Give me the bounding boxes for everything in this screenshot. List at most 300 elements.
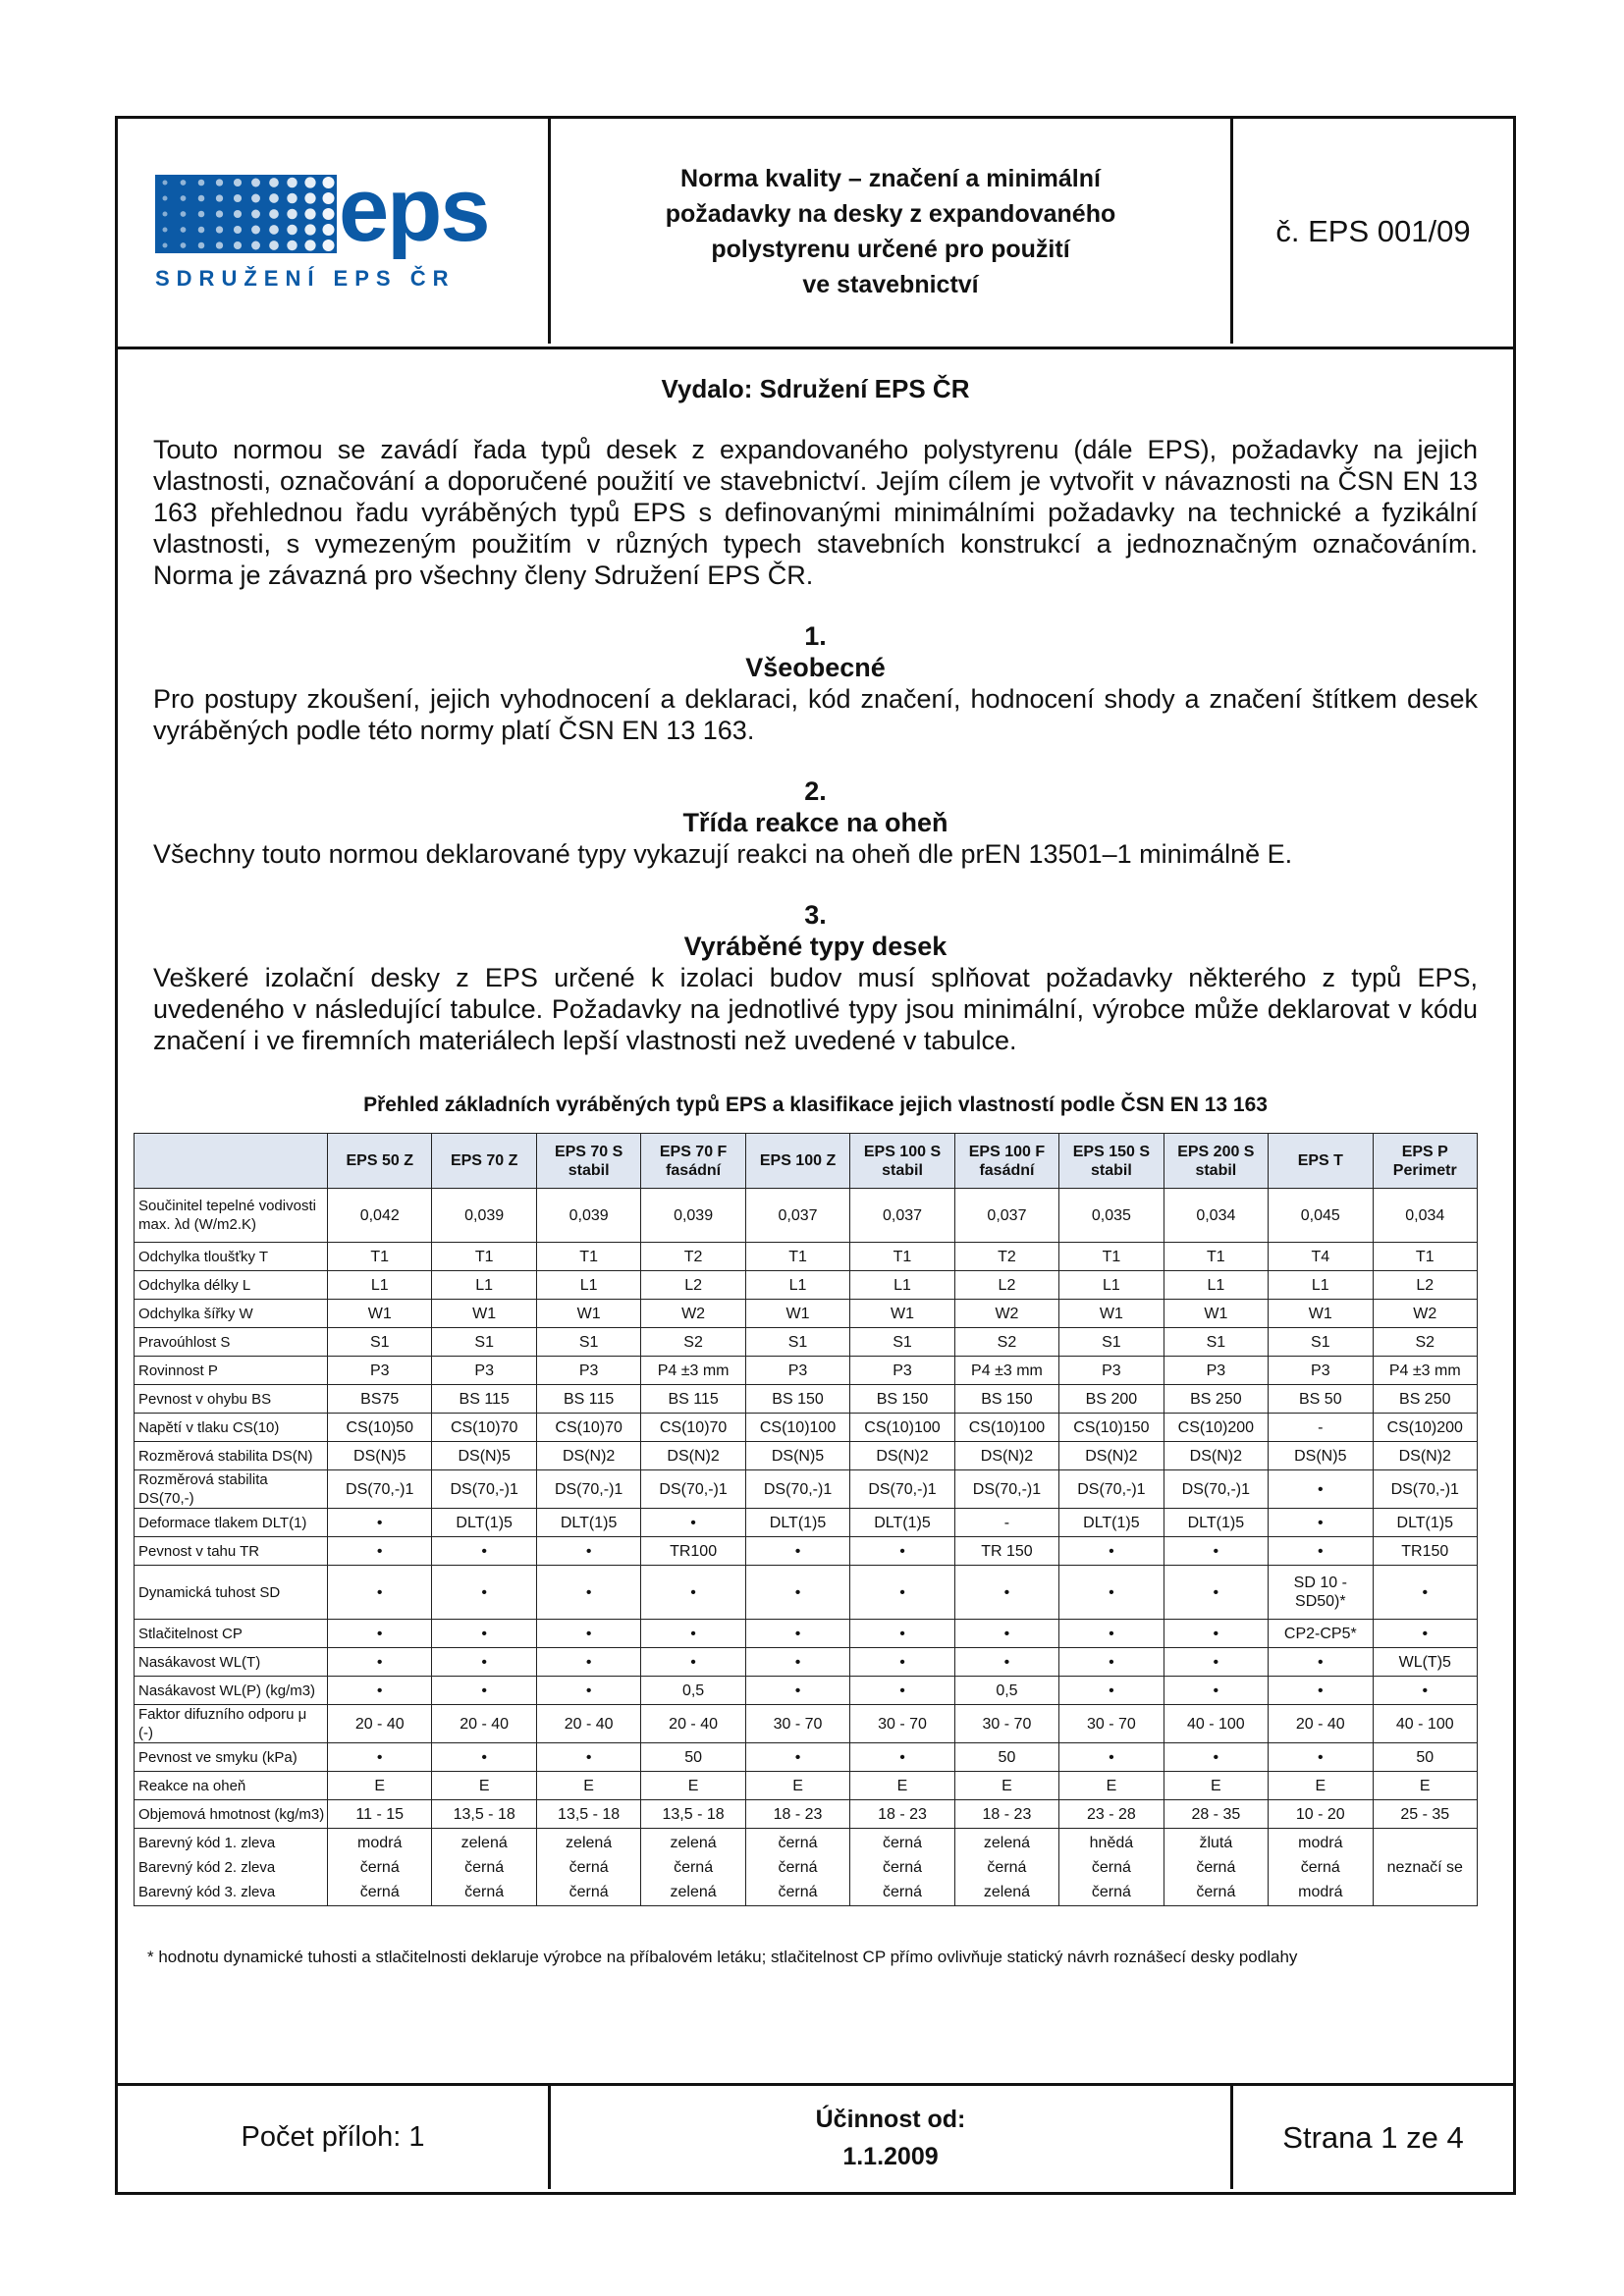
table-cell: DS(70,-)1 (1373, 1470, 1477, 1509)
table-cell: 40 - 100 (1373, 1705, 1477, 1743)
table-cell: • (850, 1537, 954, 1566)
table-cell: DS(N)2 (641, 1442, 745, 1470)
table-cell: S1 (1269, 1328, 1373, 1357)
table-cell: W1 (432, 1300, 536, 1328)
table-row (135, 1677, 1478, 1705)
logo-word: eps (339, 160, 489, 260)
table-cell: • (1059, 1677, 1164, 1705)
table-cell: DLT(1)5 (745, 1509, 849, 1537)
table-row (135, 1772, 1478, 1800)
attachments-count: Počet příloh: 1 (118, 2086, 551, 2189)
table-cell: T1 (850, 1243, 954, 1271)
title-line: ve stavebnictví (802, 270, 979, 298)
table-cell: E (328, 1772, 432, 1800)
column-header: EPS 200 S stabil (1164, 1134, 1268, 1189)
title-line: polystyrenu určené pro použití (711, 235, 1070, 263)
table-cell: • (745, 1537, 849, 1566)
table-cell: S1 (745, 1328, 849, 1357)
table-cell: DS(70,-)1 (850, 1470, 954, 1509)
row-label: Součinitel tepelné vodivosti max. λd (W/m2.K) (135, 1189, 328, 1243)
table-cell: W1 (1059, 1300, 1164, 1328)
table-cell: T1 (536, 1243, 640, 1271)
table-cell: L1 (1059, 1271, 1164, 1300)
row-label: Pevnost v tahu TR (135, 1537, 328, 1566)
table-cell: - (954, 1509, 1058, 1537)
row-label: Rozměrová stabilita DS(N) (135, 1442, 328, 1470)
table-cell: S1 (536, 1328, 640, 1357)
table-cell: 20 - 40 (536, 1705, 640, 1743)
table-cell: P3 (536, 1357, 640, 1385)
table-cell: CS(10)70 (536, 1414, 640, 1442)
row-label: Odchylka šířky W (135, 1300, 328, 1328)
table-cell: • (1269, 1509, 1373, 1537)
table-cell: DS(N)2 (1059, 1442, 1164, 1470)
table-cell: • (328, 1677, 432, 1705)
table-cell: 30 - 70 (850, 1705, 954, 1743)
table-cell: • (1059, 1566, 1164, 1620)
table-cell: 40 - 100 (1164, 1705, 1268, 1743)
table-cell: 18 - 23 (850, 1800, 954, 1829)
row-label: Nasákavost WL(P) (kg/m3) (135, 1677, 328, 1705)
table-cell: • (328, 1620, 432, 1648)
table-cell: P4 ±3 mm (954, 1357, 1058, 1385)
table-cell: • (536, 1648, 640, 1677)
document-title (551, 119, 1233, 344)
table-cell: • (1164, 1537, 1268, 1566)
section-number: 2. (804, 776, 827, 806)
section-number: 1. (804, 621, 827, 651)
section-title: Třída reakce na oheň (682, 808, 948, 837)
table-cell: E (850, 1772, 954, 1800)
table-cell: • (1059, 1537, 1164, 1566)
table-cell: 18 - 23 (745, 1800, 849, 1829)
section-text: Všechny touto normou deklarované typy vykazují reakci na oheň dle prEN 13501–1 minimálně E. (153, 839, 1293, 869)
table-cell: CS(10)100 (850, 1414, 954, 1442)
table-cell: DS(70,-)1 (432, 1470, 536, 1509)
table-cell: zelená černá černá (536, 1829, 640, 1906)
table-cell: S1 (1059, 1328, 1164, 1357)
footnote: * hodnotu dynamické tuhosti a stlačitelnosti deklaruje výrobce na příbalovém letáku; stlačitelnost CP přímo ovlivňuje statický návrh roznášecí desky podlahy (147, 1948, 1298, 1966)
table-cell: 50 (641, 1743, 745, 1772)
table-row (135, 1743, 1478, 1772)
table-cell: • (1059, 1620, 1164, 1648)
table-cell: L1 (850, 1271, 954, 1300)
table-cell: černá černá černá (850, 1829, 954, 1906)
table-cell: T1 (1373, 1243, 1477, 1271)
table-row (135, 1566, 1478, 1620)
table-cell: TR100 (641, 1537, 745, 1566)
table-cell: • (641, 1566, 745, 1620)
table-row (135, 1414, 1478, 1442)
footer (118, 2083, 1513, 2192)
table-row (135, 1509, 1478, 1537)
table-cell: L1 (1269, 1271, 1373, 1300)
table-cell: • (1059, 1743, 1164, 1772)
table-cell: S2 (641, 1328, 745, 1357)
table-cell: 0,037 (954, 1189, 1058, 1243)
section-number: 3. (804, 900, 827, 930)
table-cell: L1 (745, 1271, 849, 1300)
table-cell: zelená černá zelená (954, 1829, 1058, 1906)
table-cell: 23 - 28 (1059, 1800, 1164, 1829)
table-cell: DS(N)5 (745, 1442, 849, 1470)
row-label: Odchylka délky L (135, 1271, 328, 1300)
table-row (135, 1620, 1478, 1648)
table-cell: W1 (1164, 1300, 1268, 1328)
logo-text: SDRUŽENÍ EPS ČR (155, 266, 456, 291)
table-cell: DS(N)2 (1373, 1442, 1477, 1470)
row-label: Faktor difuzního odporu μ (-) (135, 1705, 328, 1743)
table-cell: BS 200 (1059, 1385, 1164, 1414)
table-cell: BS 250 (1373, 1385, 1477, 1414)
table-cell: • (641, 1620, 745, 1648)
table-cell: CS(10)200 (1373, 1414, 1477, 1442)
row-label: Pevnost v ohybu BS (135, 1385, 328, 1414)
table-cell: 0,037 (850, 1189, 954, 1243)
table-cell: DLT(1)5 (1059, 1509, 1164, 1537)
table-cell: 0,045 (1269, 1189, 1373, 1243)
table-cell: • (745, 1648, 849, 1677)
table-cell: hnědá černá černá (1059, 1829, 1164, 1906)
table-cell: BS 115 (432, 1385, 536, 1414)
table-cell: • (745, 1743, 849, 1772)
table-cell: zelená černá černá (432, 1829, 536, 1906)
table-cell: 18 - 23 (954, 1800, 1058, 1829)
table-cell: 0,034 (1373, 1189, 1477, 1243)
table-cell: DLT(1)5 (1373, 1509, 1477, 1537)
table-cell: L1 (432, 1271, 536, 1300)
table-cell: 0,034 (1164, 1189, 1268, 1243)
table-cell: • (1269, 1648, 1373, 1677)
table-cell: 13,5 - 18 (432, 1800, 536, 1829)
effective-date: 1.1.2009 (842, 2142, 939, 2170)
table-cell: CS(10)100 (745, 1414, 849, 1442)
table-cell: BS 250 (1164, 1385, 1268, 1414)
table-cell: TR150 (1373, 1537, 1477, 1566)
table-cell: L2 (954, 1271, 1058, 1300)
table-cell: P3 (850, 1357, 954, 1385)
table-cell: W1 (850, 1300, 954, 1328)
table-cell: CS(10)70 (641, 1414, 745, 1442)
logo-dots-icon (155, 175, 337, 253)
table-cell: 30 - 70 (954, 1705, 1058, 1743)
table-cell: DS(N)2 (1164, 1442, 1268, 1470)
table-cell: 20 - 40 (1269, 1705, 1373, 1743)
table-cell: 13,5 - 18 (536, 1800, 640, 1829)
table-cell: • (745, 1566, 849, 1620)
table-cell: CP2-CP5* (1269, 1620, 1373, 1648)
issued-by: Vydalo: Sdružení EPS ČR (661, 374, 970, 403)
table-cell: DS(N)5 (432, 1442, 536, 1470)
table-cell: • (1373, 1620, 1477, 1648)
table-cell: E (1269, 1772, 1373, 1800)
table-cell: E (745, 1772, 849, 1800)
table-cell: • (850, 1620, 954, 1648)
table-cell: T4 (1269, 1243, 1373, 1271)
table-cell: DS(70,-)1 (1059, 1470, 1164, 1509)
table-cell: CS(10)100 (954, 1414, 1058, 1442)
table-cell: BS 150 (850, 1385, 954, 1414)
table-cell: 0,035 (1059, 1189, 1164, 1243)
table-cell: DS(70,-)1 (536, 1470, 640, 1509)
table-cell: 20 - 40 (432, 1705, 536, 1743)
table-cell: CS(10)70 (432, 1414, 536, 1442)
table-cell: TR 150 (954, 1537, 1058, 1566)
row-label: Rozměrová stabilita DS(70,-) (135, 1470, 328, 1509)
table-cell: T2 (954, 1243, 1058, 1271)
row-label: Pravoúhlost S (135, 1328, 328, 1357)
column-header: EPS P Perimetr (1373, 1134, 1477, 1189)
table-cell: E (1059, 1772, 1164, 1800)
row-label: Napětí v tlaku CS(10) (135, 1414, 328, 1442)
table-cell: 0,039 (536, 1189, 640, 1243)
table-cell: DS(70,-)1 (641, 1470, 745, 1509)
table-cell: 10 - 20 (1269, 1800, 1373, 1829)
table-cell: T1 (745, 1243, 849, 1271)
column-header: EPS 150 S stabil (1059, 1134, 1164, 1189)
table-row (135, 1300, 1478, 1328)
table-cell: • (1164, 1566, 1268, 1620)
table-cell: W1 (536, 1300, 640, 1328)
table-cell: T2 (641, 1243, 745, 1271)
table-cell: L1 (328, 1271, 432, 1300)
header (118, 119, 1513, 349)
table-row (135, 1243, 1478, 1271)
table-row (135, 1648, 1478, 1677)
table-row (135, 1271, 1478, 1300)
table-cell: • (1373, 1677, 1477, 1705)
effective-label: Účinnost od: (815, 2105, 966, 2133)
table-cell: • (1164, 1648, 1268, 1677)
table-corner (135, 1134, 328, 1189)
table-cell: • (1164, 1677, 1268, 1705)
column-header: EPS T (1269, 1134, 1373, 1189)
table-cell: S1 (850, 1328, 954, 1357)
table-cell: T1 (432, 1243, 536, 1271)
content (118, 347, 1513, 1967)
section-title: Vyráběné typy desek (683, 932, 947, 961)
table-cell: • (641, 1648, 745, 1677)
row-label: Objemová hmotnost (kg/m3) (135, 1800, 328, 1829)
table-cell: • (432, 1648, 536, 1677)
table-cell: • (536, 1743, 640, 1772)
table-cell: DLT(1)5 (432, 1509, 536, 1537)
table-cell: • (1164, 1620, 1268, 1648)
table-cell: • (745, 1620, 849, 1648)
table-cell: 25 - 35 (1373, 1800, 1477, 1829)
table-cell: zelená černá zelená (641, 1829, 745, 1906)
table-cell: • (432, 1566, 536, 1620)
table-cell: 30 - 70 (1059, 1705, 1164, 1743)
table-cell: 0,5 (641, 1677, 745, 1705)
table-cell: • (954, 1648, 1058, 1677)
table-cell: CS(10)200 (1164, 1414, 1268, 1442)
table-cell: modrá černá modrá (1269, 1829, 1373, 1906)
table-cell: • (328, 1509, 432, 1537)
table-cell: W2 (954, 1300, 1058, 1328)
table-cell: P3 (1059, 1357, 1164, 1385)
sections (118, 620, 1513, 1056)
table-cell: • (745, 1677, 849, 1705)
table-cell: P3 (1164, 1357, 1268, 1385)
table-cell: 0,037 (745, 1189, 849, 1243)
table-cell: E (1164, 1772, 1268, 1800)
row-label: Dynamická tuhost SD (135, 1566, 328, 1620)
table-cell: W1 (745, 1300, 849, 1328)
table-cell: 13,5 - 18 (641, 1800, 745, 1829)
table-cell: E (954, 1772, 1058, 1800)
table-cell: 30 - 70 (745, 1705, 849, 1743)
table-cell: • (536, 1620, 640, 1648)
section-title: Všeobecné (745, 653, 886, 682)
effective-date-cell (551, 2086, 1233, 2189)
table-cell: T1 (1164, 1243, 1268, 1271)
table-cell: modrá černá černá (328, 1829, 432, 1906)
table-row (135, 1705, 1478, 1743)
table-cell: • (641, 1509, 745, 1537)
table-cell: • (1269, 1537, 1373, 1566)
table-cell: • (954, 1566, 1058, 1620)
table-cell: • (328, 1743, 432, 1772)
table-cell: DLT(1)5 (850, 1509, 954, 1537)
table-cell: S2 (954, 1328, 1058, 1357)
table-cell: • (536, 1566, 640, 1620)
table-cell: 11 - 15 (328, 1800, 432, 1829)
table-row (135, 1189, 1478, 1243)
row-label: Rovinnost P (135, 1357, 328, 1385)
table-cell: T1 (328, 1243, 432, 1271)
table-cell: 20 - 40 (641, 1705, 745, 1743)
table-cell: BS75 (328, 1385, 432, 1414)
table-cell: • (328, 1537, 432, 1566)
table-cell: W2 (1373, 1300, 1477, 1328)
title-line: požadavky na desky z expandovaného (665, 199, 1116, 228)
table-cell: BS 50 (1269, 1385, 1373, 1414)
row-label: Stlačitelnost CP (135, 1620, 328, 1648)
table-cell: L2 (1373, 1271, 1477, 1300)
table-cell: S1 (328, 1328, 432, 1357)
table-cell: • (954, 1620, 1058, 1648)
table-cell: • (850, 1677, 954, 1705)
table-cell: S2 (1373, 1328, 1477, 1357)
table-cell: E (1373, 1772, 1477, 1800)
table-cell: 0,039 (432, 1189, 536, 1243)
column-header: EPS 50 Z (328, 1134, 432, 1189)
column-header: EPS 100 F fasádní (954, 1134, 1058, 1189)
table-cell: DLT(1)5 (536, 1509, 640, 1537)
table-cell: • (1269, 1743, 1373, 1772)
table-cell: T1 (1059, 1243, 1164, 1271)
table-cell: • (328, 1566, 432, 1620)
table-cell: 20 - 40 (328, 1705, 432, 1743)
table-cell: 0,5 (954, 1677, 1058, 1705)
table-cell: DS(N)5 (1269, 1442, 1373, 1470)
title-line: Norma kvality – značení a minimální (680, 164, 1101, 192)
table-row (135, 1357, 1478, 1385)
eps-types-table (134, 1133, 1478, 1906)
table-cell: DS(N)2 (850, 1442, 954, 1470)
table-row (135, 1800, 1478, 1829)
column-header: EPS 70 F fasádní (641, 1134, 745, 1189)
column-header: EPS 70 Z (432, 1134, 536, 1189)
table-cell: 50 (1373, 1743, 1477, 1772)
table-cell: • (850, 1566, 954, 1620)
table-cell: • (1373, 1566, 1477, 1620)
table-cell: P3 (328, 1357, 432, 1385)
table-cell: BS 115 (536, 1385, 640, 1414)
table-cell: • (536, 1677, 640, 1705)
table-cell: P3 (745, 1357, 849, 1385)
table-cell: W2 (641, 1300, 745, 1328)
table-cell: BS 150 (745, 1385, 849, 1414)
table-cell: neznačí se (1373, 1829, 1477, 1906)
table-cell: • (432, 1677, 536, 1705)
column-header: EPS 100 S stabil (850, 1134, 954, 1189)
table-cell: P4 ±3 mm (1373, 1357, 1477, 1385)
table-cell: • (328, 1648, 432, 1677)
table-cell: DS(70,-)1 (954, 1470, 1058, 1509)
table-cell: L2 (641, 1271, 745, 1300)
table-cell: • (432, 1620, 536, 1648)
table-cell: • (850, 1648, 954, 1677)
table-cell: BS 150 (954, 1385, 1058, 1414)
table-cell: BS 115 (641, 1385, 745, 1414)
table-cell: S1 (1164, 1328, 1268, 1357)
table-cell: • (850, 1743, 954, 1772)
table-cell: - (1269, 1414, 1373, 1442)
column-header: EPS 70 S stabil (536, 1134, 640, 1189)
table-cell: černá černá černá (745, 1829, 849, 1906)
table-cell: • (1059, 1648, 1164, 1677)
table-cell: • (1269, 1470, 1373, 1509)
table-cell: žlutá černá černá (1164, 1829, 1268, 1906)
section-text: Veškeré izolační desky z EPS určené k izolaci budov musí splňovat požadavky některého z typů EPS, uvedeného v následující tabulce. Požadavky na jednotlivé typy jsou minimální, výrobce může deklarovat v kódu značení i ve firemních materiálech lepší vlastnosti než uvedené v tabulce. (153, 963, 1478, 1055)
table-row (135, 1385, 1478, 1414)
table-cell: DLT(1)5 (1164, 1509, 1268, 1537)
document-number: č. EPS 001/09 (1275, 213, 1471, 248)
row-label: Deformace tlakem DLT(1) (135, 1509, 328, 1537)
table-cell: S1 (432, 1328, 536, 1357)
table-cell: 28 - 35 (1164, 1800, 1268, 1829)
table-row (135, 1829, 1478, 1906)
table-cell: WL(T)5 (1373, 1648, 1477, 1677)
table-cell: W1 (328, 1300, 432, 1328)
table-row (135, 1328, 1478, 1357)
table-cell: • (432, 1537, 536, 1566)
row-label: Reakce na oheň (135, 1772, 328, 1800)
column-header: EPS 100 Z (745, 1134, 849, 1189)
table-cell: 0,042 (328, 1189, 432, 1243)
document-frame (115, 116, 1516, 2195)
table-cell: DS(N)2 (954, 1442, 1058, 1470)
table-cell: CS(10)150 (1059, 1414, 1164, 1442)
table-cell: • (1269, 1677, 1373, 1705)
table-cell: • (1164, 1743, 1268, 1772)
row-label: Odchylka tloušťky T (135, 1243, 328, 1271)
table-caption: Přehled základních vyráběných typů EPS a klasifikace jejich vlastností podle ČSN EN 13 163 (363, 1094, 1268, 1116)
section-text: Pro postupy zkoušení, jejich vyhodnocení a deklaraci, kód značení, hodnocení shody a značení štítkem desek vyráběných podle této normy platí ČSN EN 13 163. (153, 684, 1478, 745)
table-cell: • (432, 1743, 536, 1772)
intro-paragraph: Touto normou se zavádí řada typů desek z expandovaného polystyrenu (dále EPS), požadavky na jejich vlastnosti, označování a doporučené použití ve stavebnictví. Jejím cílem je vytvořit v návaznosti na ČSN EN 13 163 přehlednou řadu vyráběných typů EPS s definovanými minimálními požadavky na technické a fyzikální vlastnosti, s vymezeným použitím v různých typech stavebních konstrukcí a jednoznačným označováním. Norma je závazná pro všechny členy Sdružení EPS ČR. (153, 435, 1478, 590)
page-number: Strana 1 ze 4 (1282, 2119, 1464, 2155)
logo-cell (118, 119, 551, 344)
table-row (135, 1442, 1478, 1470)
table-cell: CS(10)50 (328, 1414, 432, 1442)
table-cell: P4 ±3 mm (641, 1357, 745, 1385)
table-cell: DS(N)5 (328, 1442, 432, 1470)
table-row (135, 1537, 1478, 1566)
table-cell: 0,039 (641, 1189, 745, 1243)
